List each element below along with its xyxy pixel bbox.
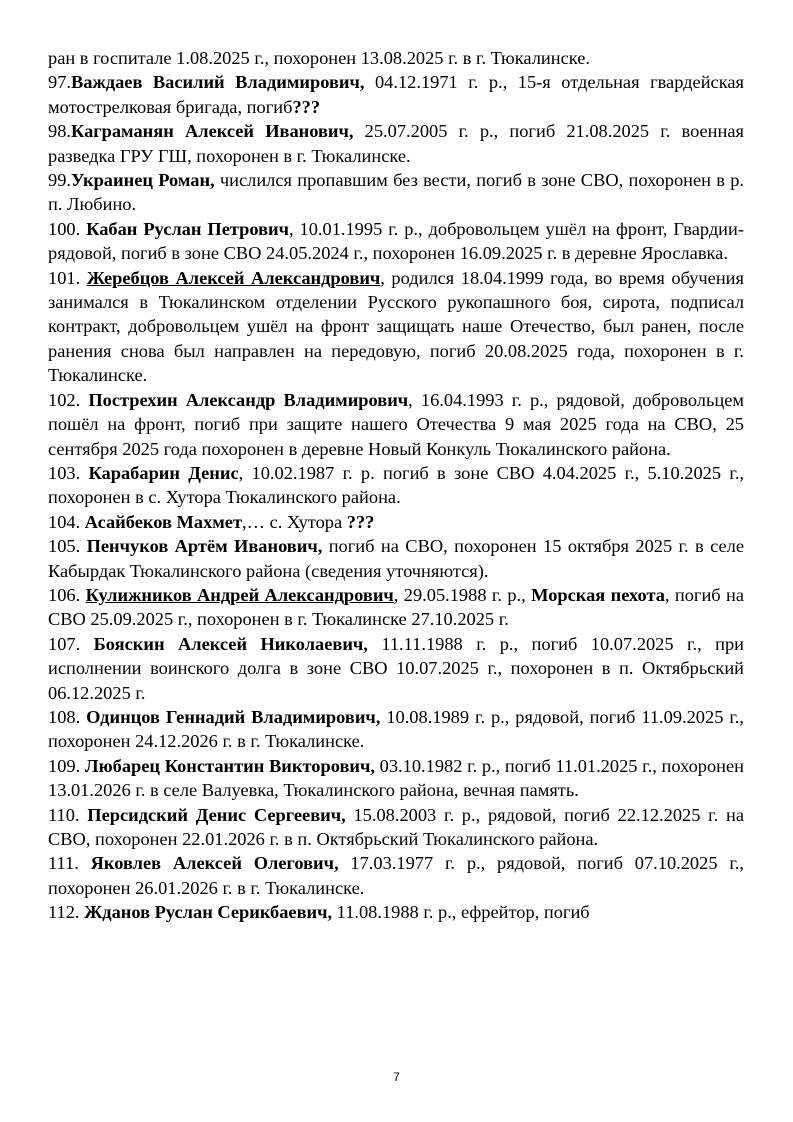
entry-text: 100.: [48, 218, 87, 239]
entry-text: 98.: [48, 121, 71, 142]
entry-text: 103.: [48, 462, 89, 483]
entry-name: Любарец Константин Викторович,: [84, 755, 375, 776]
entry-name: Каграманян Алексей Иванович,: [71, 121, 354, 142]
list-item: [48, 851, 744, 900]
entry-text: 15.08.2003 г. р., рядовой, погиб 22.12.2025 г. на СВО, похоронен 22.01.2026 г. в п. Октябрьский Тюкалинского района.: [48, 804, 744, 849]
entry-text: числился пропавшим без вести, погиб в зоне СВО, похоронен в р. п. Любино.: [48, 170, 744, 215]
entry-text: погиб на СВО, похоронен 15 октября 2025 г. в селе Кабырдак Тюкалинского района (сведения уточняются).: [48, 536, 745, 581]
entry-text: 11.08.1988 г. р., ефрейтор, погиб: [332, 902, 590, 923]
entry-text: 105.: [48, 536, 87, 557]
entry-text: 110.: [48, 804, 88, 825]
entry-name: Кабан Руслан Петрович: [86, 218, 289, 239]
entry-text: , 10.02.1987 г. р. погиб в зоне СВО 4.04.2025 г., 5.10.2025 г., похоронен в с. Хутора Тюкалинского района.: [48, 462, 745, 508]
list-item: [48, 705, 744, 754]
list-item: [48, 900, 744, 924]
list-item: [48, 534, 744, 583]
entry-text: 11.11.1988 г. р., погиб 10.07.2025 г., при исполнении воинского долга в зоне СВО 10.07.2025 г., похоронен в п. Октябрьский 06.12.2025 г.: [48, 633, 744, 703]
entry-name: Пострехин Александр Владимирович: [88, 389, 409, 410]
list-item: [48, 388, 744, 461]
entry-text: ран в госпитале 1.08.2025 г., похоронен 13.08.2025 г. в г. Тюкалинске.: [48, 48, 590, 68]
list-item: [48, 461, 744, 510]
list-item: [48, 217, 744, 266]
entry-text: 03.10.1982 г. р., погиб 11.01.2025 г., похоронен 13.01.2026 г. в селе Валуевка, Тюкалинского района, вечная память.: [48, 755, 745, 801]
list-item: [48, 803, 744, 852]
document-body: [48, 46, 744, 925]
entry-text: ,… с. Хутора: [242, 511, 347, 532]
entry-name: Морская пехота: [531, 584, 665, 605]
entry-name: Важдаев Василий Владимирович,: [71, 72, 365, 93]
entry-text: 101.: [48, 267, 87, 288]
list-item: [48, 583, 744, 632]
entry-name: Жеребцов Алексей Александрович: [86, 267, 381, 288]
entry-text: 104.: [48, 511, 85, 532]
entry-text: 10.08.1989 г. р., рядовой, погиб 11.09.2025 г., похоронен 24.12.2026 г. в г. Тюкалинске.: [48, 706, 744, 752]
entry-text: 106.: [48, 584, 86, 605]
entry-text: , 29.05.1988 г. р.,: [393, 584, 532, 605]
entry-name: Бояскин Алексей Николаевич,: [93, 633, 368, 654]
entry-text: 102.: [48, 389, 89, 410]
entry-text: , 10.01.1995 г. р., добровольцем ушёл на фронт, Гвардии-рядовой, погиб в зоне СВО 24.05.2024 г., похоронен 16.09.2025 г. в деревне Ярославка.: [48, 218, 744, 264]
list-item: [48, 70, 744, 119]
list-item: [48, 754, 744, 803]
entry-name: Карабарин Денис: [88, 462, 239, 483]
entry-text: 04.12.1971 г. р., 15-я отдельная гвардейская мотострелковая бригада, погиб: [48, 72, 744, 117]
list-item: [48, 632, 744, 705]
entry-text: 99.: [48, 170, 71, 191]
entry-text: 109.: [48, 755, 85, 776]
entry-name: Одинцов Геннадий Владимирович,: [86, 706, 381, 727]
entry-text: 112.: [48, 902, 85, 923]
entry-name: Асайбеков Махмет: [84, 511, 242, 532]
entry-text: 111.: [48, 853, 91, 874]
list-item: [48, 119, 744, 168]
entry-name: Украинец Роман,: [71, 170, 215, 191]
entry-name: Жданов Руслан Серикбаевич,: [84, 902, 333, 923]
entry-text: 17.03.1977 г. р., рядовой, погиб 07.10.2025 г., похоронен 26.01.2026 г. в г. Тюкалинске.: [48, 853, 744, 898]
list-item: [48, 46, 744, 70]
list-item: [48, 168, 744, 217]
entry-text: 25.07.2005 г. р., погиб 21.08.2025 г. военная разведка ГРУ ГШ, похоронен в г. Тюкалинске.: [48, 121, 744, 166]
entry-name: ???: [292, 96, 321, 117]
entry-text: , 16.04.1993 г. р., рядовой, добровольцем пошёл на фронт, погиб при защите нашего Отечества 9 мая 2025 года на СВО, 25 сентября 2025 года похоронен в деревне Новый Конкуль Тюкалинского района.: [48, 389, 745, 459]
entry-name: Кулижников Андрей Александрович: [85, 584, 394, 605]
page-number: 7: [393, 1070, 400, 1084]
entry-text: 107.: [48, 633, 94, 654]
entry-text: , погиб на СВО 25.09.2025 г., похоронен в г. Тюкалинске 27.10.2025 г.: [48, 584, 745, 630]
entry-name: Персидский Денис Сергеевич,: [87, 804, 346, 825]
entry-name: ???: [346, 511, 375, 532]
entry-name: Яковлев Алексей Олегович,: [90, 853, 339, 874]
list-item: [48, 510, 744, 534]
entry-text: , родился 18.04.1999 года, во время обучения занимался в Тюкалинском отделении Русского рукопашного боя, сирота, подписал контракт, добровольцем ушёл на фронт защищать наше Отечество, был ранен, после ранения снова был направлен на передовую, погиб 20.08.2025 года, похоронен в г. Тюкалинске.: [48, 267, 744, 386]
list-item: [48, 266, 744, 388]
entry-name: Пенчуков Артём Иванович,: [86, 536, 323, 557]
entry-text: 108.: [48, 706, 87, 727]
entry-text: 97.: [48, 72, 71, 93]
